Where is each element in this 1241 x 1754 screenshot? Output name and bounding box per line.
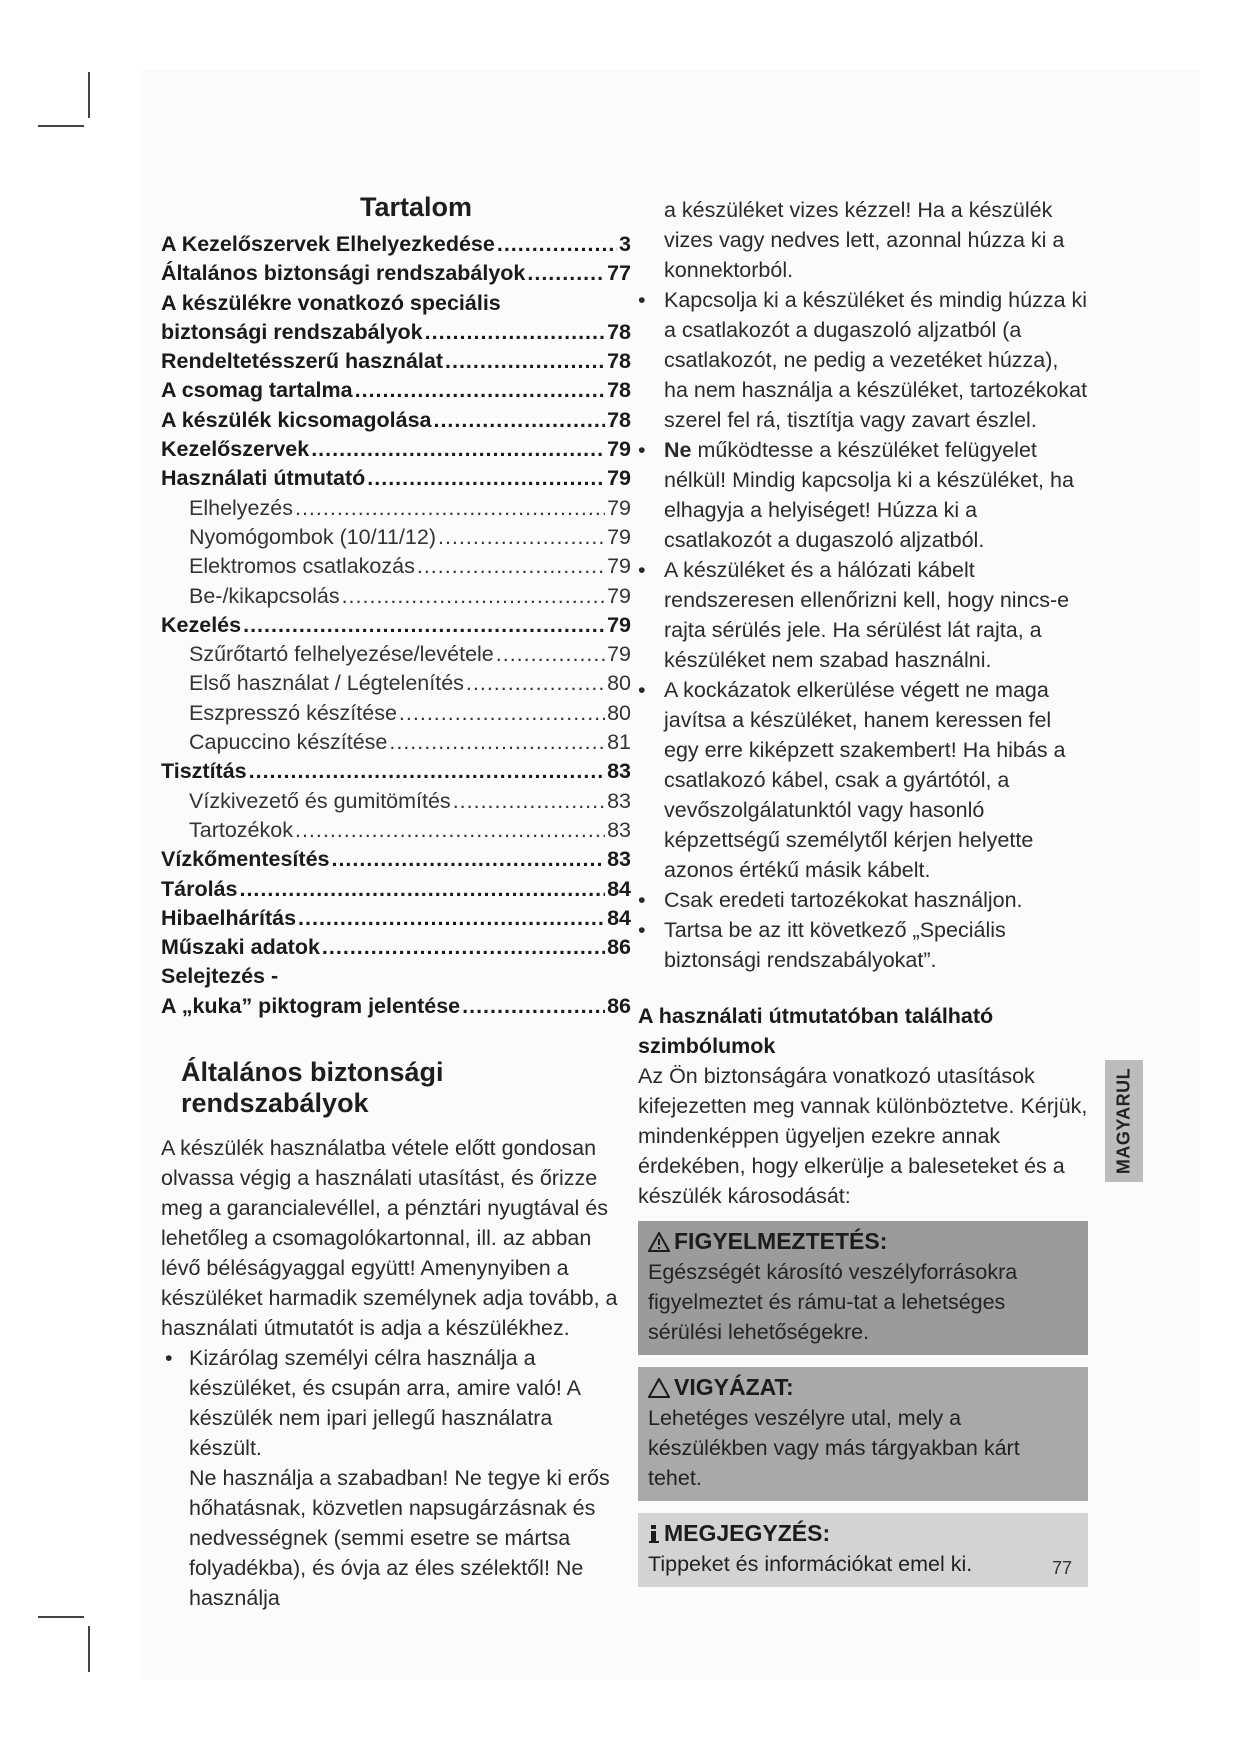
toc-entry-page: 83 (607, 788, 631, 813)
toc-entry (161, 611, 631, 640)
toc-entry-title: Hibaelhárítás (161, 905, 297, 930)
safety-continuation: a készüléket vizes kézzel! Ha a készülék vizes vagy nedves lett, azonnal húzza ki a konnektorból. (664, 198, 1065, 282)
toc-entry (161, 523, 631, 552)
toc-entry-page: 78 (607, 407, 631, 432)
warning-header (648, 1225, 1078, 1257)
toc-entry (161, 376, 631, 405)
toc-entry (161, 933, 631, 962)
toc-leader-dots (466, 669, 605, 698)
warning-box (638, 1221, 1088, 1355)
toc-leader-dots (496, 640, 605, 669)
toc-entry (161, 845, 631, 874)
toc-entry-page: 80 (607, 671, 631, 696)
toc-entry (161, 757, 631, 786)
emphasis-ne: Ne (664, 438, 692, 462)
toc-leader-dots (425, 318, 605, 347)
toc-entry-title: Selejtezés - (161, 964, 279, 989)
toc-entry-title: Szűrőtartó felhelyezése/levétele (189, 642, 494, 667)
toc-entry-page: 77 (607, 261, 631, 286)
toc-entry (161, 728, 631, 757)
toc-entry (161, 992, 631, 1021)
safety-bullet: • A készüléket és a hálózati kábelt rendszeresen ellenőrizni kell, hogy nincs-e rajta sérülés jele. Ha sérülést lát rajta, a készüléket nem szabad használni. (638, 555, 1088, 675)
toc-entry (161, 816, 631, 845)
toc-entry (161, 640, 631, 669)
toc-leader-dots (243, 611, 605, 640)
safety-bullet: • Tartsa be az itt következő „Speciális biztonsági rendszabályokat”. (638, 915, 1088, 975)
toc-entry-title: biztonsági rendszabályok (161, 319, 423, 344)
caution-header (648, 1371, 1078, 1403)
toc-leader-dots (433, 406, 605, 435)
toc-entry-title: Tartozékok (189, 817, 293, 842)
toc-entry-page: 79 (607, 612, 631, 637)
toc-entry-title: A készülékre vonatkozó speciális (161, 290, 501, 315)
safety-bullet-continuation: Ne használja a szabadban! Ne tegye ki erős hőhatásnak, közvetlen napsugárzásnak és nedvességnek (semmi esetre se mártsa folyadékba), és óvja az éles szélektől! Ne használja (189, 1466, 610, 1611)
toc-entry-page: 79 (607, 495, 631, 520)
toc-entry (161, 669, 631, 698)
note-box (638, 1513, 1088, 1587)
warning-title: FIGYELMEZTETÉS: (674, 1228, 888, 1254)
toc-entry-title: Kezelés (161, 612, 242, 637)
right-column (638, 195, 1088, 1587)
toc-entry-title: Elektromos csatlakozás (189, 554, 415, 579)
toc-leader-dots (417, 552, 605, 581)
toc-entry-page: 81 (607, 730, 631, 755)
toc-leader-dots (239, 875, 605, 904)
safety-intro: A készülék használatba vétele előtt gondosan olvassa végig a használati utasítást, és őrizze meg a garancialevéllel, a pénztári nyugtával és lehetőleg a csomagolókartonnal, ill. az abban lévő béléságyaggal együtt! Amenynyiben a készüléket harmadik személynek adja tovább, a használati útmutatót is adja a készülékhez. (161, 1136, 618, 1341)
crop-mark (88, 1626, 90, 1672)
toc-leader-dots (331, 845, 605, 874)
toc-leader-dots (355, 376, 605, 405)
toc-leader-dots (453, 787, 605, 816)
toc-leader-dots (438, 523, 605, 552)
toc-entry-page: 79 (607, 524, 631, 549)
info-icon (648, 1524, 660, 1544)
caution-box (638, 1367, 1088, 1501)
toc-entry-page: 3 (619, 232, 631, 256)
toc-entry-title: Műszaki adatok (161, 935, 320, 960)
toc-entry-title: Eszpresszó készítése (189, 700, 397, 725)
toc-leader-dots (298, 904, 605, 933)
toc-entry-title: Be-/kikapcsolás (189, 583, 340, 608)
toc-entry (161, 464, 631, 493)
toc-entry-title: A készülék kicsomagolása (161, 407, 432, 432)
toc-entry-page: 86 (607, 935, 631, 960)
toc-entry (161, 904, 631, 933)
toc-entry-title: Használati útmutató (161, 466, 366, 491)
toc-entry-title: A Kezelőszervek Elhelyezkedése (161, 232, 495, 256)
crop-mark (88, 72, 90, 118)
language-tab-label: MAGYARUL (1113, 1067, 1134, 1175)
toc-entry-page: 86 (607, 993, 631, 1018)
toc-leader-dots (462, 992, 605, 1021)
toc-entry (161, 494, 631, 523)
toc-entry-title: Capuccino készítése (189, 730, 388, 755)
note-header (648, 1517, 1078, 1549)
toc-entry-page: 78 (607, 349, 631, 374)
language-tab (1105, 1060, 1143, 1182)
toc-leader-dots (399, 699, 605, 728)
note-text: Tippeket és információkat emel ki. (648, 1552, 973, 1576)
caution-text: Lehetéges veszélyre utal, mely a készülékben vagy más tárgyakban kárt tehet. (648, 1406, 1020, 1490)
toc-leader-dots (342, 582, 606, 611)
toc-entry-page: 83 (607, 759, 631, 784)
toc-entry (161, 289, 631, 318)
safety-bullet: • A kockázatok elkerülése végett ne maga javítsa a készüléket, hanem keressen fel egy erre kiképzett szakembert! Ha hibás a csatlakozó kábel, csak a gyártótól, a vevőszolgálatunktól vagy hasonló képzettségű személytől kérjen helyette azonos értékű másik kábelt. (638, 675, 1088, 885)
toc-entry (161, 962, 631, 991)
toc-entry (161, 787, 631, 816)
warning-triangle-icon (648, 1232, 670, 1252)
safety-bullet: • Csak eredeti tartozékokat használjon. (638, 885, 1088, 915)
toc-entry-title: Rendeltetésszerű használat (161, 349, 443, 374)
toc-entry-title: Kezelőszervek (161, 437, 310, 462)
toc-entry-page: 84 (607, 905, 631, 930)
toc-entry (161, 318, 631, 347)
warning-text: Egészségét károsító veszélyforrásokra figyelmeztet és rámu-tat a lehetséges sérülési lehetőségekre. (648, 1260, 1018, 1344)
toc-entry-title: Elhelyezés (189, 495, 293, 520)
table-of-contents (161, 230, 631, 1021)
toc-entry-title: A „kuka” piktogram jelentése (161, 993, 461, 1018)
note-title: MEGJEGYZÉS: (664, 1520, 831, 1546)
symbols-heading: A használati útmutatóban található szimbólumok (638, 1004, 994, 1058)
toc-leader-dots (249, 757, 605, 786)
toc-entry (161, 230, 631, 259)
toc-entry-title: A csomag tartalma (161, 378, 353, 403)
toc-leader-dots (527, 259, 605, 288)
toc-entry (161, 699, 631, 728)
toc-entry (161, 582, 631, 611)
toc-leader-dots (367, 464, 605, 493)
crop-mark (38, 125, 84, 127)
toc-entry (161, 406, 631, 435)
toc-entry (161, 552, 631, 581)
toc-entry-page: 79 (607, 437, 631, 462)
toc-entry (161, 875, 631, 904)
toc-entry-title: Vízkivezető és gumitömítés (189, 788, 451, 813)
toc-entry-title: Tisztítás (161, 759, 247, 784)
toc-entry-page: 80 (607, 700, 631, 725)
toc-entry-title: Nyomógombok (10/11/12) (189, 524, 436, 549)
toc-leader-dots (445, 347, 605, 376)
toc-entry-page: 84 (607, 876, 631, 901)
toc-entry-title: Általános biztonsági rendszabályok (161, 261, 526, 286)
symbols-intro: Az Ön biztonságára vonatkozó utasítások kifejezetten meg vannak különböztetve. Kérjük, mindenképpen ügyeljen ezekre annak érdekében, hogy elkerülje a baleseteket és a készülék károsodását: (638, 1064, 1088, 1208)
toc-entry-page: 83 (607, 817, 631, 842)
page-number: 77 (1052, 1558, 1073, 1578)
toc-entry-title: Első használat / Légtelenítés (189, 671, 464, 696)
caution-triangle-icon (648, 1378, 670, 1398)
safety-bullet (638, 435, 1088, 555)
left-column (161, 190, 631, 1613)
crop-mark (38, 1616, 84, 1618)
toc-leader-dots (497, 230, 617, 259)
toc-entry-page: 79 (607, 554, 631, 579)
toc-entry-page: 79 (607, 642, 631, 667)
toc-leader-dots (311, 435, 605, 464)
toc-entry-title: Vízkőmentesítés (161, 847, 330, 872)
toc-entry (161, 435, 631, 464)
toc-entry-page: 78 (607, 378, 631, 403)
safety-bullet: • Kapcsolja ki a készüléket és mindig húzza ki a csatlakozót a dugaszoló aljzatból (a csatlakozót, ne pedig a vezetéket húzza), ha nem használja a készüléket, tartozékokat szerel fel rá, tisztítja vagy zavart észlel. (638, 285, 1088, 435)
toc-leader-dots (389, 728, 605, 757)
toc-entry (161, 347, 631, 376)
safety-bullet: • Kizárólag személyi célra használja a készüléket, és csupán arra, amire való! A készülék nem ipari jellegű használatra készült. (161, 1343, 631, 1463)
safety-bullet-text: működtesse a készüléket felügyelet nélkül! Mindig kapcsolja ki a készüléket, ha elhagyja a helyiséget! Húzza ki a csatlakozót a dugaszoló aljzatból. (664, 438, 1074, 552)
toc-leader-dots (322, 933, 605, 962)
toc-title: Tartalom (359, 192, 473, 222)
toc-entry (161, 259, 631, 288)
toc-leader-dots (295, 816, 605, 845)
caution-title: VIGYÁZAT: (674, 1374, 794, 1400)
toc-entry-title: Tárolás (161, 876, 238, 901)
toc-entry-page: 83 (607, 847, 631, 872)
toc-entry-page: 79 (607, 583, 631, 608)
safety-section-title: Általános biztonsági rendszabályok (181, 1057, 444, 1119)
toc-entry-page: 78 (607, 319, 631, 344)
toc-leader-dots (295, 494, 605, 523)
toc-entry-page: 79 (607, 466, 631, 491)
